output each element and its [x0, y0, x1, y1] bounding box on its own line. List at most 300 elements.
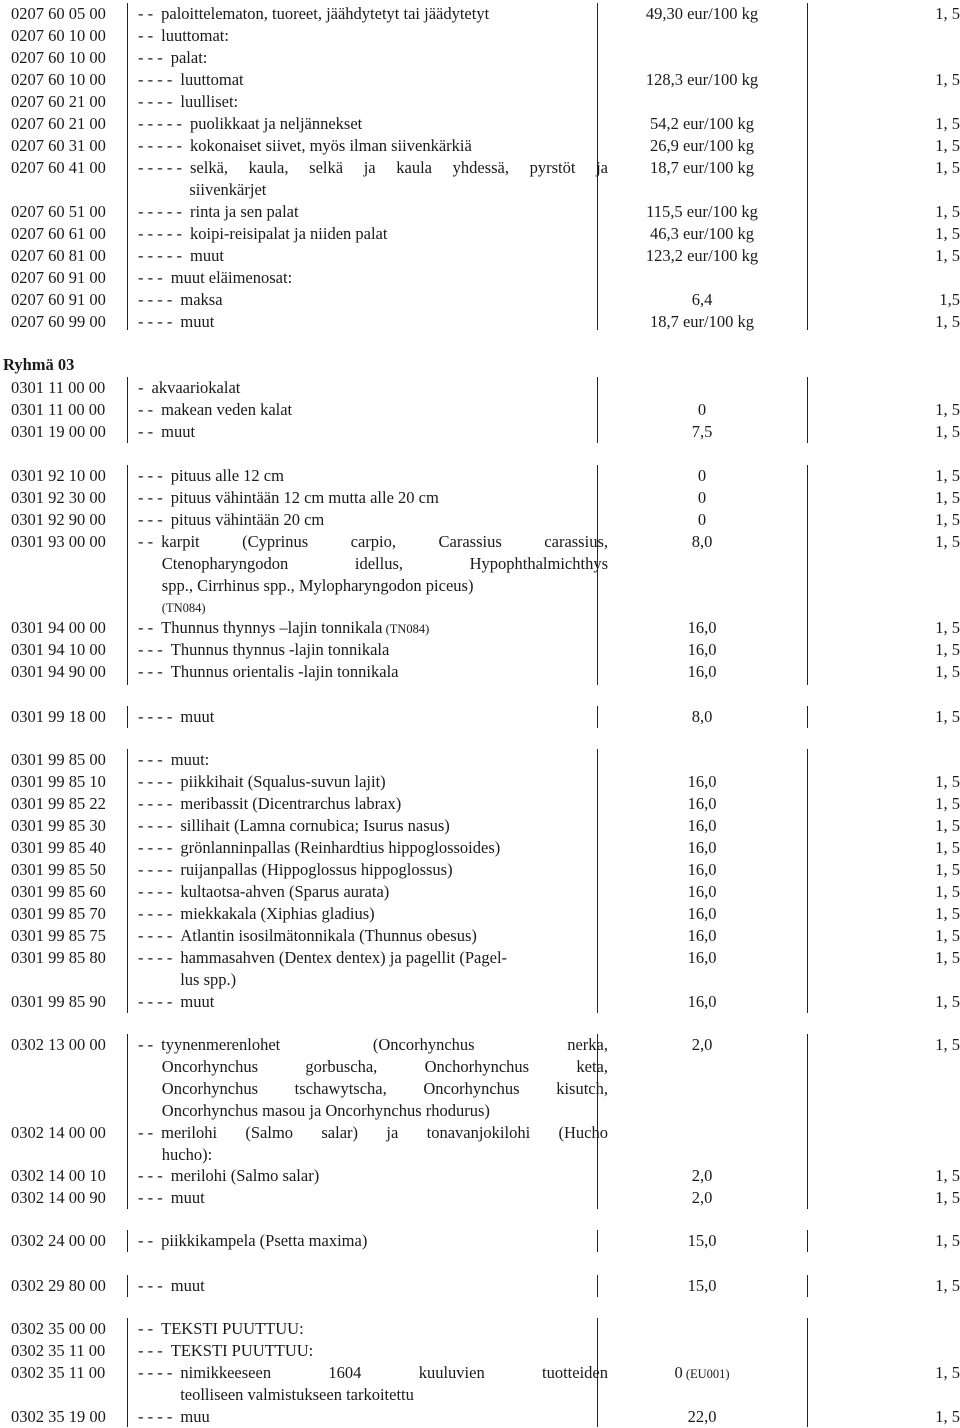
- description-text: selkä, kaula, selkä ja kaula yhdessä, pyrstöt ja: [189, 158, 608, 177]
- cn-code: 0301 99 85 75: [11, 926, 106, 945]
- duty-rate-value: 16,0: [687, 948, 717, 967]
- indent-dashes: - - -: [138, 268, 163, 287]
- duty-rate: [597, 859, 807, 881]
- table-row: [0, 1406, 960, 1428]
- duty-rate: [597, 69, 807, 91]
- indent-dashes: - - - -: [138, 92, 173, 111]
- cn-code: 0207 60 51 00: [11, 202, 106, 221]
- duty-rate-value: 0: [697, 488, 707, 507]
- description-text: grönlanninpallas (Reinhardtius hippoglossoides): [180, 838, 501, 857]
- cn-code: 0207 60 99 00: [11, 312, 106, 331]
- duty-rate: [597, 399, 807, 421]
- description: [128, 793, 608, 815]
- description-text: Thunnus orientalis -lajin tonnikala: [170, 662, 399, 681]
- indent-dashes: - - - - -: [138, 136, 182, 155]
- percentage: 1, 5: [935, 136, 960, 155]
- description-text: muut eläimenosat:: [170, 268, 293, 287]
- duty-rate: [597, 661, 807, 683]
- description-text: puolikkaat ja neljännekset: [189, 114, 363, 133]
- description: [128, 399, 608, 421]
- duty-rate-value: 54,2 eur/100 kg: [649, 114, 755, 133]
- indent-dashes: - - - -: [138, 838, 173, 857]
- description: [128, 69, 608, 91]
- cn-code: 0301 11 00 00: [11, 378, 106, 397]
- percentage: 1, 5: [935, 312, 960, 331]
- percentage: 1, 5: [935, 838, 960, 857]
- description-continuation: teolliseen valmistukseen tarkoitettu: [180, 1385, 414, 1404]
- table-row: [0, 3, 960, 25]
- cn-code: 0302 14 00 10: [11, 1166, 106, 1185]
- description-text: paloittelematon, tuoreet, jäähdytetyt tai jäädytetyt: [161, 4, 490, 23]
- cn-code: 0207 60 10 00: [11, 48, 106, 67]
- description: [128, 289, 608, 311]
- cn-code: 0302 35 11 00: [11, 1341, 106, 1360]
- table-row: [0, 113, 960, 135]
- duty-rate: [597, 706, 807, 728]
- description-text: akvaariokalat: [151, 378, 241, 397]
- description: [128, 1318, 608, 1340]
- description: [128, 311, 608, 333]
- duty-rate: [597, 1034, 807, 1056]
- duty-rate-value: 8,0: [691, 707, 713, 726]
- percentage: 1, 5: [935, 202, 960, 221]
- description-text: pituus alle 12 cm: [170, 466, 284, 485]
- duty-rate: [597, 201, 807, 223]
- percentage: 1, 5: [935, 618, 960, 637]
- table-row: [0, 991, 960, 1013]
- description-text: muut: [189, 246, 224, 265]
- percentage: 1, 5: [935, 466, 960, 485]
- cn-code: 0207 60 05 00: [11, 4, 106, 23]
- duty-rate-value: 6,4: [691, 290, 713, 309]
- table-row: [0, 639, 960, 661]
- cn-code: 0301 99 85 10: [11, 772, 106, 791]
- cn-code: 0207 60 10 00: [11, 70, 106, 89]
- duty-rate: [597, 487, 807, 509]
- description: [128, 113, 608, 135]
- description-text: makean veden kalat: [161, 400, 293, 419]
- table-row: [0, 487, 960, 509]
- duty-rate: [597, 157, 807, 179]
- description: [128, 25, 608, 47]
- description-text: pituus vähintään 20 cm: [170, 510, 325, 529]
- description-text: muut: [170, 1188, 205, 1207]
- percentage: 1, 5: [935, 1363, 960, 1382]
- cn-code: 0207 60 10 00: [11, 26, 106, 45]
- duty-rate-value: 16,0: [687, 794, 717, 813]
- duty-rate: [597, 617, 807, 639]
- indent-dashes: - - -: [138, 1166, 163, 1185]
- cn-code: 0207 60 31 00: [11, 136, 106, 155]
- description-text: muu: [180, 1407, 210, 1426]
- duty-rate-value: 0: [697, 400, 707, 419]
- description: [128, 706, 608, 728]
- table-row: [0, 815, 960, 837]
- indent-dashes: - - -: [138, 1276, 163, 1295]
- duty-rate-value: 16,0: [687, 882, 717, 901]
- indent-dashes: - - - -: [138, 70, 173, 89]
- description-text: kokonaiset siivet, myös ilman siivenkärkiä: [189, 136, 472, 155]
- table-row: [0, 201, 960, 223]
- cn-code: 0207 60 61 00: [11, 224, 106, 243]
- duty-rate: [597, 135, 807, 157]
- duty-rate-value: 18,7 eur/100 kg: [649, 158, 755, 177]
- description: [128, 1362, 608, 1406]
- description: [128, 991, 608, 1013]
- duty-rate: [597, 771, 807, 793]
- description-text: rinta ja sen palat: [189, 202, 299, 221]
- indent-dashes: - -: [138, 400, 154, 419]
- description: [128, 1034, 608, 1122]
- duty-rate-value: 0: [697, 466, 707, 485]
- table-row: [0, 617, 960, 639]
- duty-rate: [597, 509, 807, 531]
- percentage: 1, 5: [935, 158, 960, 177]
- cn-code: 0207 60 91 00: [11, 268, 106, 287]
- cn-code: 0207 60 21 00: [11, 92, 106, 111]
- cn-code: 0301 99 85 90: [11, 992, 106, 1011]
- duty-rate-value: 16,0: [687, 838, 717, 857]
- percentage: 1, 5: [935, 422, 960, 441]
- percentage: 1, 5: [935, 926, 960, 945]
- table-row: [0, 25, 960, 47]
- table-row: [0, 91, 960, 113]
- indent-dashes: - - - - -: [138, 202, 182, 221]
- description-text: palat:: [170, 48, 208, 67]
- description: [128, 903, 608, 925]
- description: [128, 881, 608, 903]
- cn-code: 0302 35 19 00: [11, 1407, 106, 1426]
- table-row: [0, 311, 960, 333]
- cn-code: 0301 94 10 00: [11, 640, 106, 659]
- table-row: [0, 793, 960, 815]
- indent-dashes: - - - -: [138, 794, 173, 813]
- indent-dashes: - - -: [138, 662, 163, 681]
- cn-code: 0301 92 10 00: [11, 466, 106, 485]
- description: [128, 1165, 608, 1187]
- indent-dashes: - - - -: [138, 1363, 173, 1382]
- indent-dashes: - -: [138, 1035, 154, 1054]
- cn-code: 0301 92 90 00: [11, 510, 106, 529]
- percentage: 1, 5: [935, 904, 960, 923]
- description: [128, 267, 608, 289]
- description-text: nimikkeeseen 1604 kuuluvien tuotteiden: [180, 1363, 608, 1382]
- description-text: sillihait (Lamna cornubica; Isurus nasus): [180, 816, 450, 835]
- indent-dashes: - - - -: [138, 312, 173, 331]
- description: [128, 223, 608, 245]
- indent-dashes: - -: [138, 4, 154, 23]
- duty-rate: [597, 991, 807, 1013]
- duty-rate: [597, 113, 807, 135]
- description-text: luuttomat:: [161, 26, 229, 45]
- duty-rate-value: 18,7 eur/100 kg: [649, 312, 755, 331]
- percentage: 1, 5: [935, 816, 960, 835]
- indent-dashes: - - - -: [138, 926, 173, 945]
- table-row: [0, 1340, 960, 1362]
- percentage: 1, 5: [935, 400, 960, 419]
- indent-dashes: - - -: [138, 640, 163, 659]
- description-continuation: Oncorhynchus tschawytscha, Oncorhynchus kisutch,: [161, 1079, 608, 1098]
- description: [128, 1187, 608, 1209]
- duty-rate-value: 16,0: [687, 992, 717, 1011]
- percentage: 1, 5: [935, 948, 960, 967]
- duty-rate-value: 22,0: [687, 1407, 717, 1426]
- description: [128, 749, 608, 771]
- percentage: 1, 5: [935, 532, 960, 551]
- footnote-ref: (TN084): [161, 601, 206, 615]
- indent-dashes: - - - -: [138, 860, 173, 879]
- percentage: 1, 5: [935, 488, 960, 507]
- cn-code: 0302 35 11 00: [11, 1363, 106, 1382]
- percentage: 1, 5: [935, 1231, 960, 1250]
- description: [128, 465, 608, 487]
- duty-rate-value: 2,0: [691, 1035, 713, 1054]
- group-heading: Ryhmä 03: [3, 355, 75, 374]
- table-row: [0, 706, 960, 728]
- table-row: [0, 749, 960, 771]
- footnote-ref: (EU001): [682, 1367, 730, 1381]
- table-row: [0, 903, 960, 925]
- percentage: 1, 5: [935, 224, 960, 243]
- cn-code: 0301 99 85 80: [11, 948, 106, 967]
- description-continuation: spp., Cirrhinus spp., Mylopharyngodon piceus): [161, 576, 474, 595]
- description: [128, 815, 608, 837]
- percentage: 1, 5: [935, 4, 960, 23]
- duty-rate-value: 16,0: [687, 640, 717, 659]
- duty-rate-value: 0: [674, 1363, 683, 1382]
- duty-rate: [597, 793, 807, 815]
- description-text: koipi-reisipalat ja niiden palat: [189, 224, 388, 243]
- duty-rate-value: 46,3 eur/100 kg: [649, 224, 755, 243]
- description: [128, 947, 608, 991]
- table-row: [0, 881, 960, 903]
- indent-dashes: - - - - -: [138, 114, 182, 133]
- description: [128, 421, 608, 443]
- duty-rate-value: 26,9 eur/100 kg: [649, 136, 755, 155]
- table-row: [0, 859, 960, 881]
- duty-rate: [597, 311, 807, 333]
- description-text: meribassit (Dicentrarchus labrax): [180, 794, 402, 813]
- description: [128, 925, 608, 947]
- description-continuation: hucho):: [161, 1145, 213, 1164]
- duty-rate: [597, 815, 807, 837]
- description-text: tyynenmerenlohet (Oncorhynchus nerka,: [161, 1035, 608, 1054]
- table-row: [0, 47, 960, 69]
- indent-dashes: - - -: [138, 466, 163, 485]
- indent-dashes: - -: [138, 422, 154, 441]
- percentage: 1, 5: [935, 794, 960, 813]
- percentage: 1, 5: [935, 992, 960, 1011]
- description: [128, 639, 608, 661]
- indent-dashes: - - - - -: [138, 246, 182, 265]
- duty-rate-value: 123,2 eur/100 kg: [645, 246, 759, 265]
- duty-rate-value: 2,0: [691, 1188, 713, 1207]
- indent-dashes: -: [138, 378, 144, 397]
- indent-dashes: - - - -: [138, 904, 173, 923]
- table-row: [0, 1187, 960, 1209]
- indent-dashes: - - - -: [138, 816, 173, 835]
- table-row: [0, 421, 960, 443]
- indent-dashes: - - - - -: [138, 224, 182, 243]
- table-row: [0, 837, 960, 859]
- description-text: luulliset:: [180, 92, 239, 111]
- cn-code: 0301 99 85 22: [11, 794, 106, 813]
- description-continuation: siivenkärjet: [189, 180, 267, 199]
- duty-rate: [597, 925, 807, 947]
- description-text: muut: [170, 1276, 205, 1295]
- indent-dashes: - - -: [138, 48, 163, 67]
- description: [128, 47, 608, 69]
- description: [128, 245, 608, 267]
- duty-rate-value: 15,0: [687, 1276, 717, 1295]
- footnote-ref: (TN084): [382, 622, 430, 636]
- description-text: karpit (Cyprinus carpio, Carassius carassius,: [161, 532, 608, 551]
- duty-rate: [597, 1362, 807, 1385]
- description-text: piikkikampela (Psetta maxima): [161, 1231, 368, 1250]
- cn-code: 0301 99 85 60: [11, 882, 106, 901]
- description-continuation: Oncorhynchus masou ja Oncorhynchus rhodurus): [161, 1101, 490, 1120]
- description: [128, 3, 608, 25]
- cn-code: 0207 60 91 00: [11, 290, 106, 309]
- duty-rate: [597, 639, 807, 661]
- description-text: luuttomat: [180, 70, 244, 89]
- indent-dashes: - - - -: [138, 772, 173, 791]
- description-text: piikkihait (Squalus-suvun lajit): [180, 772, 386, 791]
- cn-code: 0301 99 85 30: [11, 816, 106, 835]
- duty-rate: [597, 947, 807, 969]
- cn-code: 0301 99 85 70: [11, 904, 106, 923]
- cn-code: 0301 19 00 00: [11, 422, 106, 441]
- cn-code: 0301 11 00 00: [11, 400, 106, 419]
- description-text: Thunnus thynnys –lajin tonnikala: [161, 618, 383, 637]
- indent-dashes: - -: [138, 1123, 154, 1142]
- duty-rate: [597, 289, 807, 311]
- description-continuation: Ctenopharyngodon idellus, Hypophthalmichthys: [161, 554, 608, 573]
- duty-rate-value: 16,0: [687, 926, 717, 945]
- description: [128, 771, 608, 793]
- duty-rate-value: 16,0: [687, 904, 717, 923]
- cn-code: 0207 60 21 00: [11, 114, 106, 133]
- indent-dashes: - - - -: [138, 290, 173, 309]
- description: [128, 1230, 608, 1252]
- percentage: 1, 5: [935, 860, 960, 879]
- duty-rate: [597, 245, 807, 267]
- percentage: 1,5: [939, 290, 960, 309]
- duty-rate: [597, 1406, 807, 1428]
- duty-rate-value: 15,0: [687, 1231, 717, 1250]
- table-row: [0, 245, 960, 267]
- description: [128, 617, 608, 640]
- description-text: TEKSTI PUUTTUU:: [170, 1341, 314, 1360]
- duty-rate-value: 128,3 eur/100 kg: [645, 70, 759, 89]
- duty-rate: [597, 1275, 807, 1297]
- cn-code: 0302 35 00 00: [11, 1319, 106, 1338]
- cn-code: 0302 13 00 00: [11, 1035, 106, 1054]
- description-text: Thunnus thynnus -lajin tonnikala: [170, 640, 390, 659]
- indent-dashes: - - -: [138, 510, 163, 529]
- table-row: [0, 157, 960, 199]
- duty-rate: [597, 1187, 807, 1209]
- table-row: [0, 135, 960, 157]
- percentage: 1, 5: [935, 640, 960, 659]
- description: [128, 91, 608, 113]
- description: [128, 1406, 608, 1428]
- cn-code: 0301 99 85 50: [11, 860, 106, 879]
- cn-code: 0301 92 30 00: [11, 488, 106, 507]
- percentage: 1, 5: [935, 1407, 960, 1426]
- description-text: muut:: [170, 750, 210, 769]
- description-text: miekkakala (Xiphias gladius): [180, 904, 375, 923]
- description: [128, 1340, 608, 1362]
- table-row: [0, 1122, 960, 1164]
- indent-dashes: - - - -: [138, 992, 173, 1011]
- percentage: 1, 5: [935, 246, 960, 265]
- description: [128, 531, 608, 619]
- description-text: muut: [180, 707, 215, 726]
- table-row: [0, 289, 960, 311]
- percentage: 1, 5: [935, 1166, 960, 1185]
- description-text: merilohi (Salmo salar): [170, 1166, 320, 1185]
- description-continuation: Oncorhynchus gorbuscha, Onchorhynchus keta,: [161, 1057, 608, 1076]
- description: [128, 135, 608, 157]
- table-row: [0, 267, 960, 289]
- table-row: [0, 69, 960, 91]
- description-text: kultaotsa-ahven (Sparus aurata): [180, 882, 390, 901]
- duty-rate-value: 0: [697, 510, 707, 529]
- cn-code: 0301 94 90 00: [11, 662, 106, 681]
- duty-rate-value: 7,5: [691, 422, 713, 441]
- duty-rate-value: 16,0: [687, 618, 717, 637]
- indent-dashes: - - - -: [138, 707, 173, 726]
- description-continuation: lus spp.): [180, 970, 237, 989]
- description: [128, 661, 608, 683]
- table-row: [0, 947, 960, 989]
- table-row: [0, 1165, 960, 1187]
- table-row: [0, 1318, 960, 1340]
- cn-code: 0302 24 00 00: [11, 1231, 106, 1250]
- duty-rate-value: 16,0: [687, 772, 717, 791]
- duty-rate: [597, 531, 807, 553]
- cn-code: 0302 14 00 00: [11, 1123, 106, 1142]
- indent-dashes: - - - -: [138, 1407, 173, 1426]
- indent-dashes: - -: [138, 1231, 154, 1250]
- indent-dashes: - -: [138, 1319, 154, 1338]
- duty-rate-value: 2,0: [691, 1166, 713, 1185]
- duty-rate-value: 16,0: [687, 860, 717, 879]
- description-text: merilohi (Salmo salar) ja tonavanjokilohi (Hucho: [161, 1123, 608, 1142]
- cn-code: 0207 60 41 00: [11, 158, 106, 177]
- indent-dashes: - -: [138, 26, 154, 45]
- table-row: [0, 1275, 960, 1297]
- description: [128, 837, 608, 859]
- table-row: [0, 925, 960, 947]
- indent-dashes: - - -: [138, 750, 163, 769]
- table-row: [0, 465, 960, 487]
- description-text: pituus vähintään 12 cm mutta alle 20 cm: [170, 488, 439, 507]
- duty-rate: [597, 837, 807, 859]
- duty-rate-value: 49,30 eur/100 kg: [645, 4, 759, 23]
- duty-rate: [597, 465, 807, 487]
- table-row: [0, 531, 960, 615]
- indent-dashes: - - -: [138, 1188, 163, 1207]
- description: [128, 509, 608, 531]
- duty-rate: [597, 1230, 807, 1252]
- duty-rate: [597, 881, 807, 903]
- description: [128, 487, 608, 509]
- description: [128, 859, 608, 881]
- cn-code: 0301 93 00 00: [11, 532, 106, 551]
- indent-dashes: - - - -: [138, 882, 173, 901]
